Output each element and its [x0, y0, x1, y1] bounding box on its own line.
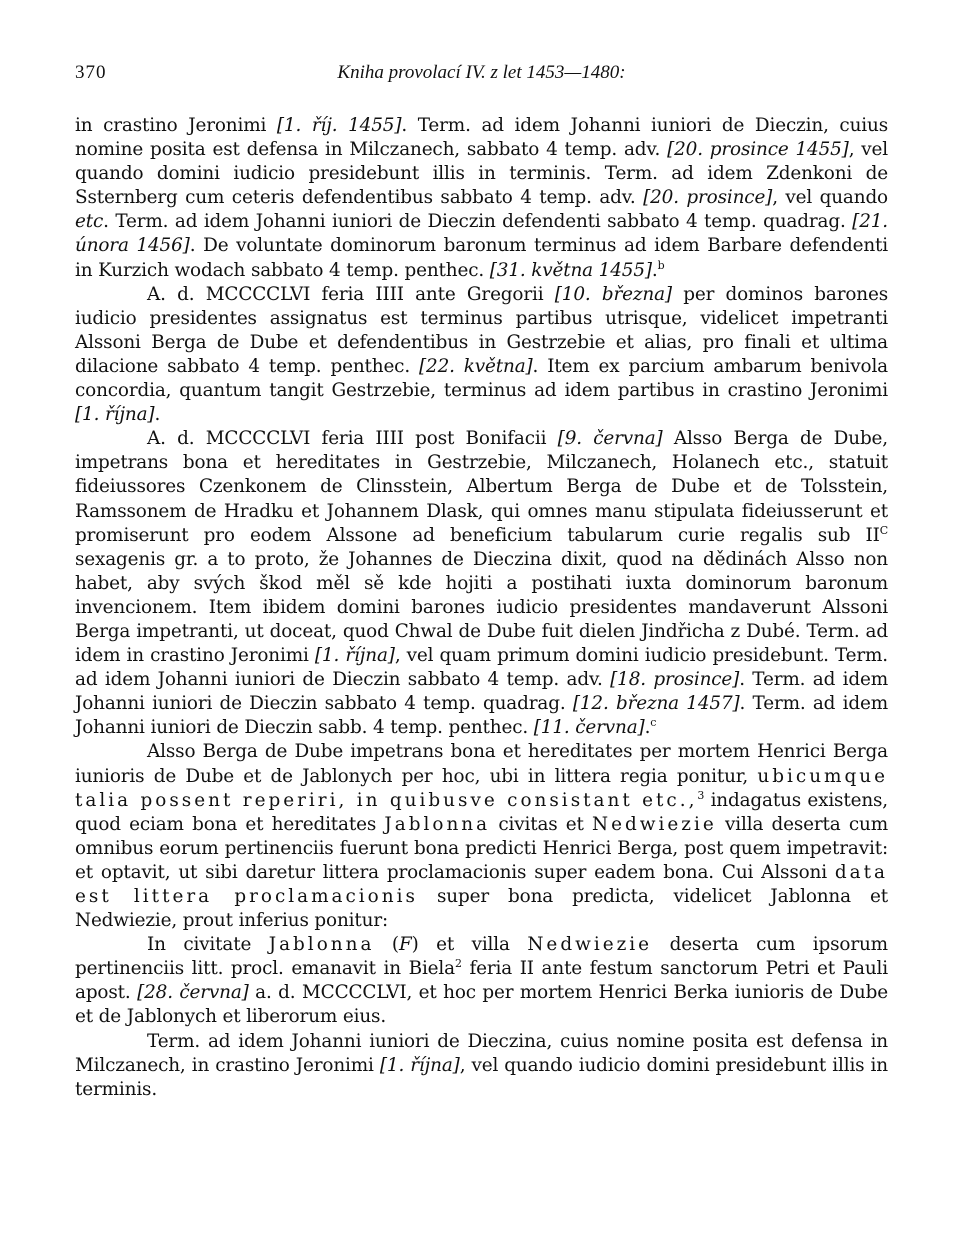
- text-run: Term. ad idem Johanni iuniori de Dieczina, cuius nomine posita est defensa in Milczanech, in crastino Jeronimi: [75, 1030, 888, 1076]
- paragraph: [75, 933, 888, 1029]
- text-run: a. d. MCCCCLVI, et hoc per mortem Henrici Berka iunioris de Dube et de Jablonych et liberorum eius.: [75, 982, 888, 1028]
- text-run: (: [374, 934, 399, 956]
- footnote-mark: 3: [697, 788, 705, 802]
- editorial-date: [11. června]: [533, 717, 645, 739]
- paragraph: [75, 283, 888, 428]
- text-run: villa deserta cum omnibus eorum pertinenciis fuerunt bona predicti Henrici Berga, post quem impetravit: et optavit, ut sibi daretur littera proclamacionis super eadem bona. Cui Alssoni: [75, 813, 888, 883]
- editorial-date: [22. května]: [419, 355, 533, 377]
- page-header: [75, 62, 888, 88]
- editorial-date: [9. června]: [557, 428, 663, 450]
- document-page: [75, 62, 888, 1102]
- text-run: per dominos barones iudicio presidentes assignatus est terminus partibus utrisque, videlicet impetranti Alssoni Berga de Dube et defendentibus in Gestrzebie et alias, pro finali et ultima dilacione sabbato 4 temp. penthec.: [75, 283, 888, 377]
- text-run: .: [644, 717, 651, 739]
- document-body: [75, 114, 888, 1102]
- text-run: civitas et: [490, 813, 593, 835]
- text-run: . De voluntate dominorum baronum terminus ad idem Barbare defendenti in Kurzich wodach sabbato 4 temp. penthec.: [75, 235, 888, 281]
- text-run: in crastino Jeronimi: [75, 115, 277, 136]
- editorial-date: [1. října]: [314, 645, 395, 667]
- editorial-date: [1. října]: [75, 404, 155, 426]
- footnote-mark: C: [879, 523, 888, 537]
- text-run: . Term. ad idem Johanni iuniori de Dieczin defendenti sabbato 4 temp. quadrag.: [103, 211, 853, 233]
- text-run: Nedwiezie: [592, 813, 717, 835]
- editorial-date: F: [398, 934, 412, 956]
- text-run: deserta cum ipsorum pertinenciis litt. procl. emanavit in Biela: [75, 934, 888, 980]
- text-run: , vel quando iudicio domini presidebunt illis in terminis.: [75, 1054, 888, 1100]
- text-run: ubicumque talia possent reperiri, in quibusve consistant etc.,: [75, 765, 888, 811]
- text-run: super bona predicta, videlicet Jablonna et Nedwiezie, prout inferius ponitur:: [75, 886, 888, 932]
- running-title: Kniha provolací IV. z let 1453—1480:: [337, 62, 626, 83]
- editorial-date: [20. prosince 1455]: [667, 139, 849, 161]
- text-run: Jablonna: [384, 813, 491, 835]
- editorial-date: [1. říj. 1455]: [276, 115, 402, 136]
- text-run: feria II ante festum sanctorum Petri et Pauli apost.: [75, 958, 888, 1004]
- editorial-date: [1. října]: [379, 1054, 460, 1076]
- text-run: Alsso Berga de Dube impetrans bona et hereditates per mortem Henrici Berga iunioris de Dube et de Jablonych per hoc, ubi in littera regia ponitur,: [75, 741, 888, 787]
- editorial-date: [10. března]: [554, 283, 672, 305]
- footnote-mark: 2: [454, 957, 462, 971]
- text-run: data est littera proclamacionis: [75, 861, 888, 907]
- editorial-date: [28. června]: [137, 982, 249, 1004]
- editorial-date: [21. února 1456]: [75, 211, 888, 257]
- paragraph: [75, 427, 888, 740]
- editorial-date: etc: [75, 211, 104, 233]
- text-run: ) et villa: [411, 934, 528, 956]
- text-run: , vel quando domini iudicio presidebunt illis in terminis. Term. ad idem Zdenkoni de Ssternberg cum ceteris defendentibus sabbato 4 temp. adv.: [75, 139, 888, 209]
- text-run: A. d. MCCCCLVI feria IIII post Bonifacii: [147, 428, 558, 450]
- paragraph: [75, 740, 888, 933]
- text-run: Jablonna: [268, 934, 375, 956]
- paragraph: [75, 1030, 888, 1102]
- editorial-date: [20. prosince]: [643, 187, 773, 209]
- editorial-date: [18. prosince]: [610, 669, 740, 691]
- text-run: sexagenis gr. a to proto, že Johannes de Dieczina dixit, quod na dědinách Alsso non habet, aby svých škod měl sě kde hojiti a postihati iuxta dominorum baronum invencionem. Item ibidem domini barones iudicio presidentes mandaverunt Alssoni Berga impetranti, ut doceat, quod Chwal de Dube fuit dielen Jindřicha z Dubé. Term. ad idem in crastino Jeronimi: [75, 548, 888, 667]
- text-run: . Term. ad idem Johanni iuniori de Dieczin sabbato 4 temp. quadrag.: [75, 669, 889, 715]
- text-run: . Item ex parcium ambarum benivola concordia, quantum tangit Gestrzebie, terminus ad idem partibus in crastino Jeronimi: [75, 355, 888, 402]
- editorial-date: [12. března 1457]: [572, 693, 740, 715]
- text-run: A. d. MCCCCLVI feria IIII ante Gregorii: [147, 283, 555, 305]
- text-run: . Term. ad idem Johanni iuniori de Dieczin, cuius nomine posita est defensa in Milczanech, sabbato 4 temp. adv.: [75, 115, 888, 161]
- text-run: , vel quam primum domini iudicio presidebunt. Term. ad idem Johanni iuniori de Dieczin sabbato 4 temp. adv.: [75, 645, 888, 691]
- text-run: In civitate: [147, 934, 269, 956]
- footnote-mark: c: [650, 716, 657, 730]
- paragraph: [75, 114, 888, 283]
- footnote-mark: b: [657, 258, 665, 272]
- text-run: , vel quando: [772, 187, 888, 209]
- text-run: Alsso Berga de Dube, impetrans bona et hereditates in Gestrzebie, Milczanech, Holanech etc., statuit fideiussores Czenkonem de Clinsstein, Albertum Berga de Dube et de Tolsstein, Ramssonem de Hradku et Johannem Dlask, qui omnes manu stipulata fideiusserunt et promiserunt pro eodem Alssone ad beneficium tabularum curie regalis sub II: [75, 428, 888, 546]
- text-run: Nedwiezie: [527, 934, 653, 956]
- text-run: .: [154, 404, 161, 426]
- text-run: . Term. ad idem Johanni iuniori de Dieczin sabb. 4 temp. penthec.: [75, 693, 888, 739]
- text-run: .: [651, 259, 658, 281]
- editorial-date: [31. května 1455]: [489, 259, 652, 281]
- page-number: 370: [75, 62, 107, 83]
- text-run: indagatus existens, quod eciam bona et hereditates: [75, 789, 888, 835]
